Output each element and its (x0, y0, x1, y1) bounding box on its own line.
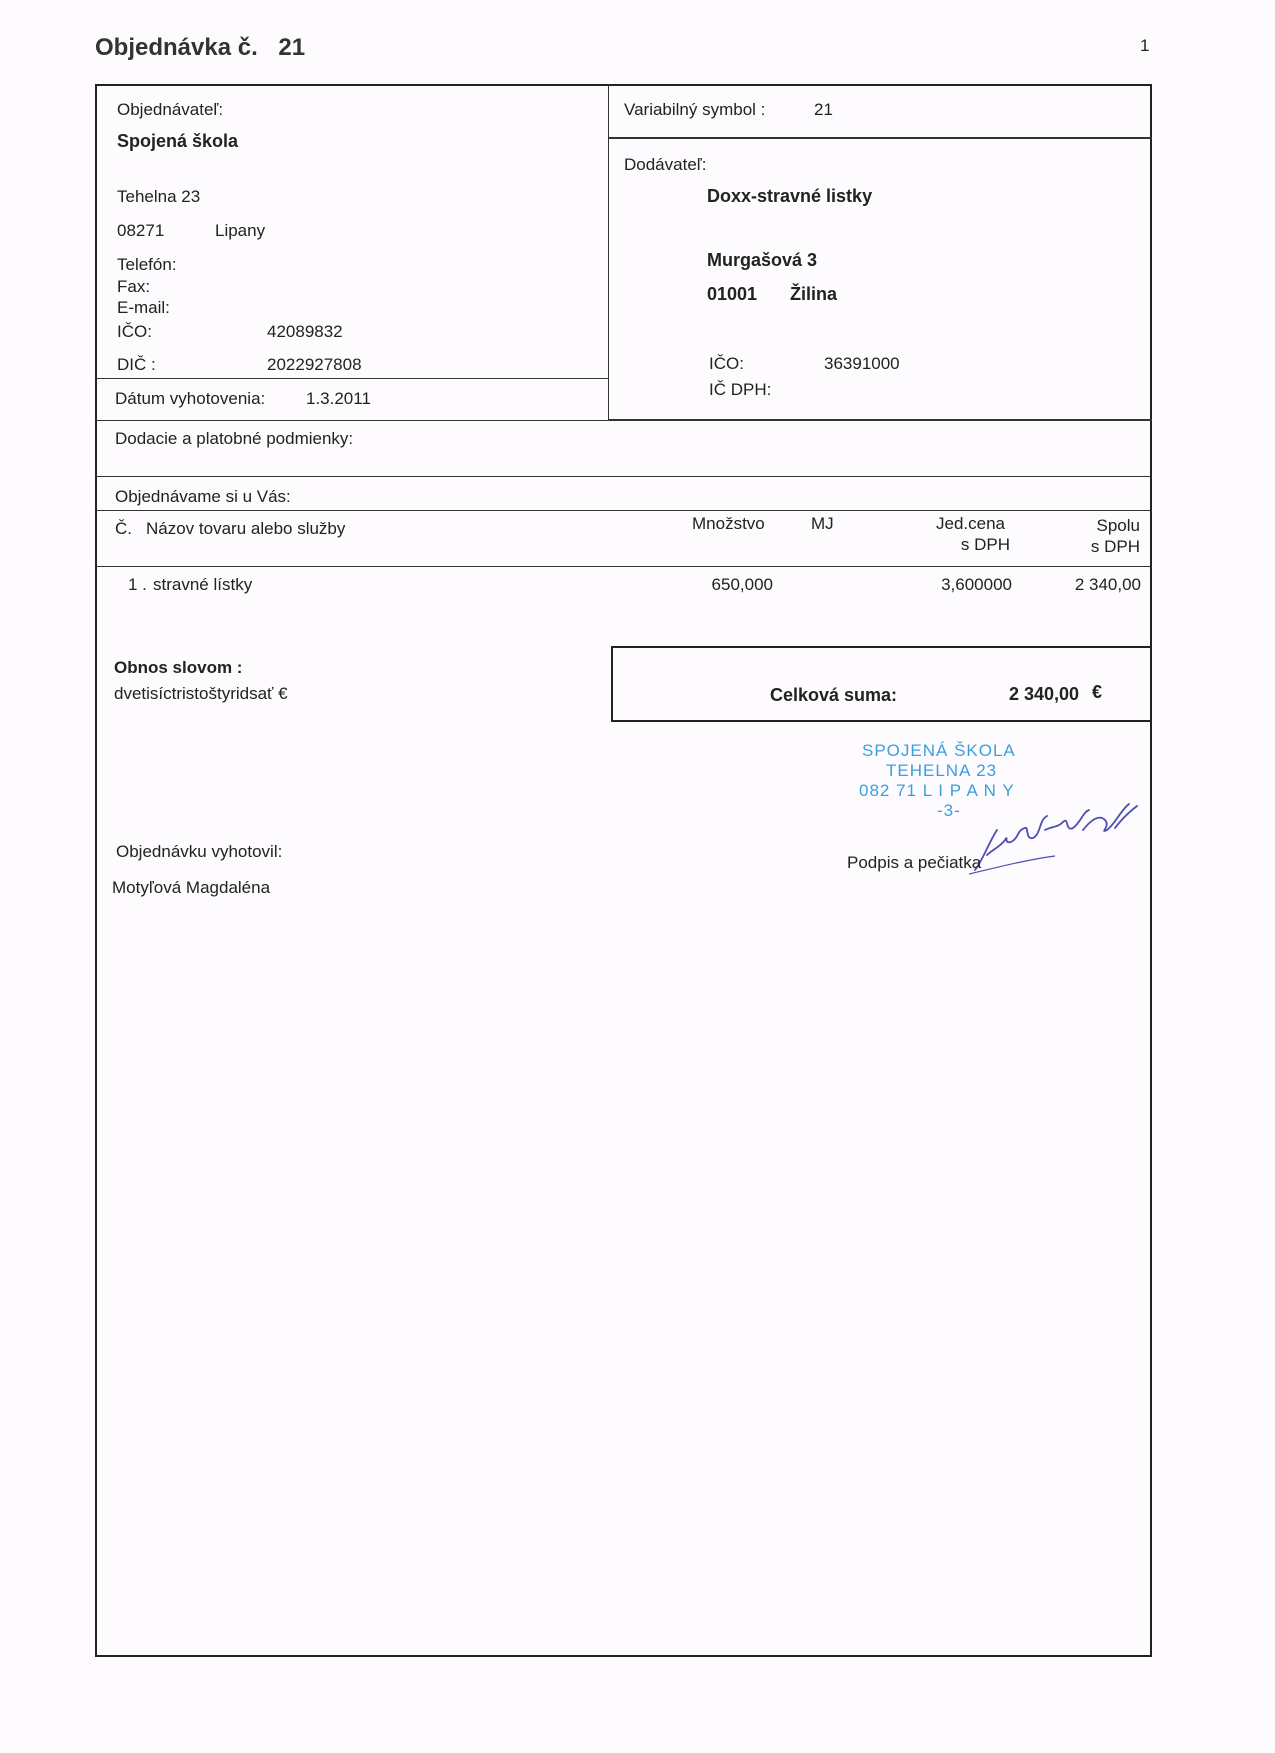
orderer-ico: 42089832 (267, 322, 343, 341)
order-intro: Objednávame si u Vás: (115, 487, 291, 506)
orderer-street: Tehelna 23 (117, 187, 201, 206)
currency-symbol: € (1092, 682, 1103, 702)
supplier-zip: 01001 (707, 284, 758, 304)
row-name: stravné lístky (153, 575, 253, 594)
amount-words-value: dvetisíctristoštyridsať € (114, 684, 288, 703)
orderer-city: Lipany (215, 221, 266, 240)
orderer-heading: Objednávateľ: (117, 100, 224, 119)
grand-total-label: Celková suma: (770, 685, 898, 705)
supplier-city: Žilina (790, 284, 838, 304)
col-unit-price-header-1: Jed.cena (936, 514, 1005, 533)
orderer-fax-label: Fax: (117, 277, 151, 296)
header-bottom (95, 566, 1152, 567)
vs-separator (608, 137, 1152, 139)
stamp-line-3: 082 71 L I P A N Y (859, 781, 1015, 800)
date-separator (95, 378, 608, 379)
orderer-phone-label: Telefón: (117, 255, 177, 274)
stamp-line-1: SPOJENÁ ŠKOLA (862, 741, 1016, 760)
supplier-name: Doxx-stravné listky (707, 186, 873, 206)
row-no: 1 . (128, 575, 147, 594)
variable-symbol-value: 21 (814, 100, 833, 119)
orderer-ico-label: IČO: (117, 322, 152, 341)
orderer-dic-label: DIČ : (117, 355, 156, 374)
date-label: Dátum vyhotovenia: (115, 389, 266, 408)
orderer-zip: 08271 (117, 221, 165, 240)
orderer-dic: 2022927808 (267, 355, 362, 374)
order-number: 21 (278, 34, 306, 61)
col-qty-header: Množstvo (692, 514, 765, 533)
supplier-icdph-label: IČ DPH: (709, 380, 772, 399)
row-total: 2 340,00 (1074, 575, 1141, 594)
date-bottom (95, 420, 608, 421)
amount-words-label: Obnos slovom : (114, 658, 243, 677)
supplier-heading: Dodávateľ: (624, 155, 707, 174)
signature-label: Podpis a pečiatka (847, 853, 982, 872)
stamp-line-4: -3- (937, 801, 961, 820)
grand-total-value: 2 340,00 (1009, 684, 1080, 704)
title-label: Objednávka č. (95, 34, 258, 61)
date-value: 1.3.2011 (306, 389, 371, 408)
supplier-ico: 36391000 (824, 354, 900, 373)
col-unit-price-header-2: s DPH (960, 535, 1010, 554)
col-no-header: Č. (115, 519, 132, 538)
document-title (95, 34, 305, 62)
col-name-header: Názov tovaru alebo služby (146, 519, 346, 538)
column-divider (608, 84, 609, 420)
orderer-email-label: E-mail: (117, 298, 170, 317)
handwritten-signature (965, 800, 1145, 880)
stamp-line-2: TEHELNA 23 (886, 761, 998, 780)
terms-label: Dodacie a platobné podmienky: (115, 429, 354, 448)
orderer-name: Spojená škola (117, 131, 239, 151)
row-unit-price: 3,600000 (941, 575, 1012, 594)
terms-bottom (95, 476, 1152, 477)
supplier-box-bottom (608, 419, 1152, 421)
variable-symbol-label: Variabilný symbol : (624, 100, 766, 119)
col-total-header-1: Spolu (1096, 516, 1140, 535)
col-unit-header: MJ (811, 514, 834, 533)
supplier-street: Murgašová 3 (707, 250, 818, 270)
supplier-ico-label: IČO: (709, 354, 744, 373)
page-number: 1 (1140, 36, 1150, 55)
col-total-header-2: s DPH (1090, 537, 1140, 556)
created-by-label: Objednávku vyhotovil: (116, 842, 283, 861)
row-qty: 650,000 (711, 575, 773, 594)
created-by-name: Motyľová Magdaléna (112, 878, 271, 897)
intro-bottom (95, 510, 1152, 511)
